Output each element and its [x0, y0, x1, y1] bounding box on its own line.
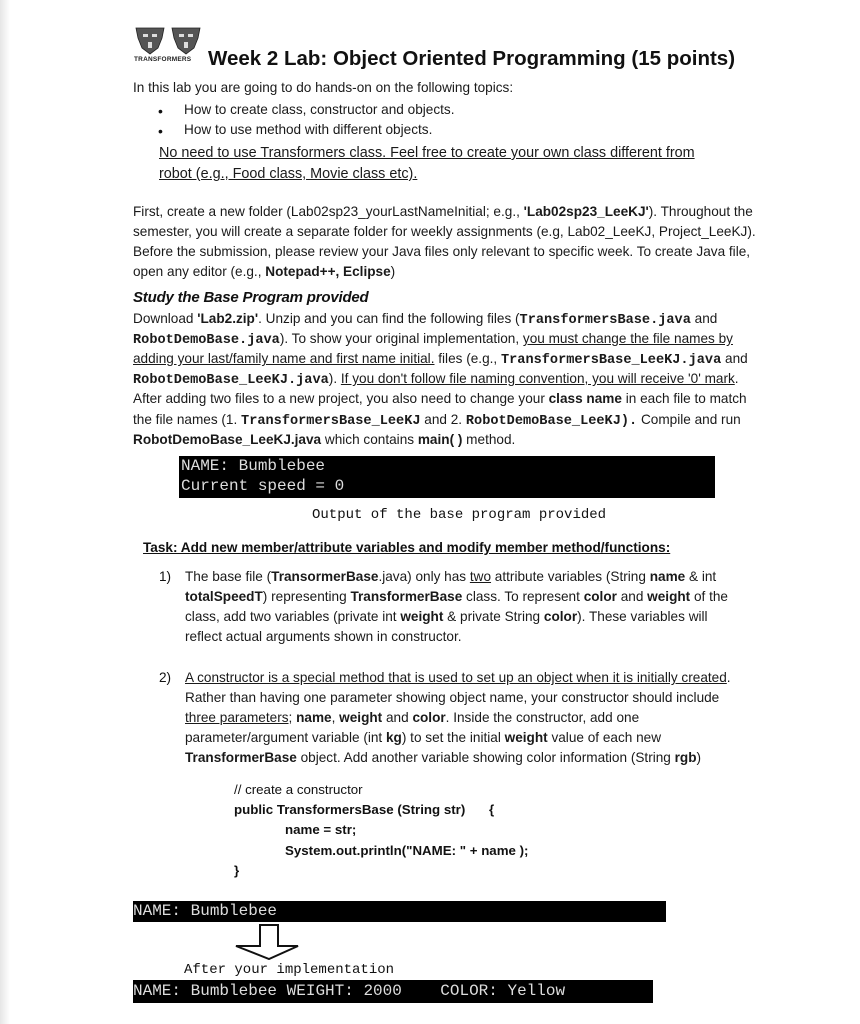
code-signature: public TransformersBase (String str) [234, 802, 466, 817]
bullet-item: How to use method with different objects. [184, 122, 433, 137]
para1-line: Before the submission, please review your Java files only relevant to specific week. To create Java file, [133, 244, 751, 259]
console-weight: WEIGHT: 2000 [286, 982, 402, 1000]
task1-line: reflect actual arguments shown in constructor. [185, 629, 462, 644]
bullet-item: How to create class, constructor and objects. [184, 102, 455, 117]
code-brace-open: { [489, 802, 495, 817]
logo-wordmark: TRANSFORMERS [134, 56, 192, 63]
console-line: NAME: Bumblebee [133, 902, 278, 920]
task1-line: totalSpeedT) representing TransformerBase class. To represent color and weight of the [185, 589, 728, 604]
page-title: Week 2 Lab: Object Oriented Programming (15 points) [208, 47, 736, 70]
task1-line: The base file (TransormerBase.java) only has two attribute variables (String name & int [185, 569, 717, 584]
bullet-dot: • [158, 123, 163, 139]
note-line-1: No need to use Transformers class. Feel free to create your own class different from [159, 145, 695, 161]
section-heading: Study the Base Program provided [133, 289, 369, 306]
code-brace-close: } [234, 863, 240, 878]
bullet-dot: • [158, 103, 163, 119]
study-line: the file names (1. TransformersBase_LeeKJ and 2. RobotDemoBase_LeeKJ). Compile and run [133, 412, 741, 429]
task2-line: Rather than having one parameter showing object name, your constructor should include [185, 690, 720, 705]
console-output-after [133, 980, 653, 1003]
console-line: Current speed = 0 [181, 477, 345, 495]
after-implementation-label: After your implementation [184, 962, 395, 978]
figure-caption: Output of the base program provided [312, 507, 607, 523]
intro-line: In this lab you are going to do hands-on on the following topics: [133, 80, 514, 95]
study-line: Download 'Lab2.zip'. Unzip and you can find the following files (TransformersBase.java and [133, 311, 718, 328]
code-comment: // create a constructor [234, 782, 363, 797]
task2-line: parameter/argument variable (int kg) to set the initial weight value of each new [185, 730, 662, 745]
para1-line: open any editor (e.g., Notepad++, Eclipse) [133, 264, 396, 279]
down-arrow-icon [232, 924, 302, 965]
page-left-border [0, 0, 10, 1024]
list-number: 1) [159, 569, 172, 584]
console-line: NAME: Bumblebee [181, 457, 326, 475]
task1-line: class, add two variables (private int weight & private String color). These variables will [185, 609, 708, 624]
code-line: name = str; [285, 822, 357, 837]
task2-line: three parameters; name, weight and color. Inside the constructor, add one [185, 710, 640, 725]
study-line: RobotDemoBase_LeeKJ.java). If you don't follow file naming convention, you will receive '0' mark. [133, 371, 739, 388]
task2-line: TransformerBase object. Add another variable showing color information (String rgb) [185, 750, 702, 765]
study-line: adding your last/family name and first name initial. files (e.g., TransformersBase_LeeKJ.java and [133, 351, 748, 368]
para1-line: First, create a new folder (Lab02sp23_yourLastNameInitial; e.g., 'Lab02sp23_LeeKJ'). Throughout the [133, 204, 753, 219]
console-output-base [179, 456, 715, 498]
code-line: System.out.println("NAME: " + name ); [285, 843, 529, 858]
para1-line: semester, you will create a separate folder for weekly assignments (e.g, Lab02_LeeKJ, Project_LeeKJ). [133, 224, 756, 239]
console-name: NAME: Bumblebee [133, 982, 278, 1000]
console-output-before [133, 901, 666, 922]
console-color: COLOR: Yellow [440, 982, 566, 1000]
task2-line: A constructor is a special method that is used to set up an object when it is initially created. [185, 670, 731, 685]
study-line: RobotDemoBase_LeeKJ.java which contains main( ) method. [133, 432, 516, 447]
study-line: RobotDemoBase.java). To show your original implementation, you must change the file names by [133, 331, 733, 348]
study-line: After adding two files to a new project, you also need to change your class name in each file to match [133, 391, 747, 406]
task-heading: Task: Add new member/attribute variables and modify member method/functions: [143, 540, 671, 555]
list-number: 2) [159, 670, 172, 685]
note-line-2: robot (e.g., Food class, Movie class etc). [159, 166, 418, 182]
